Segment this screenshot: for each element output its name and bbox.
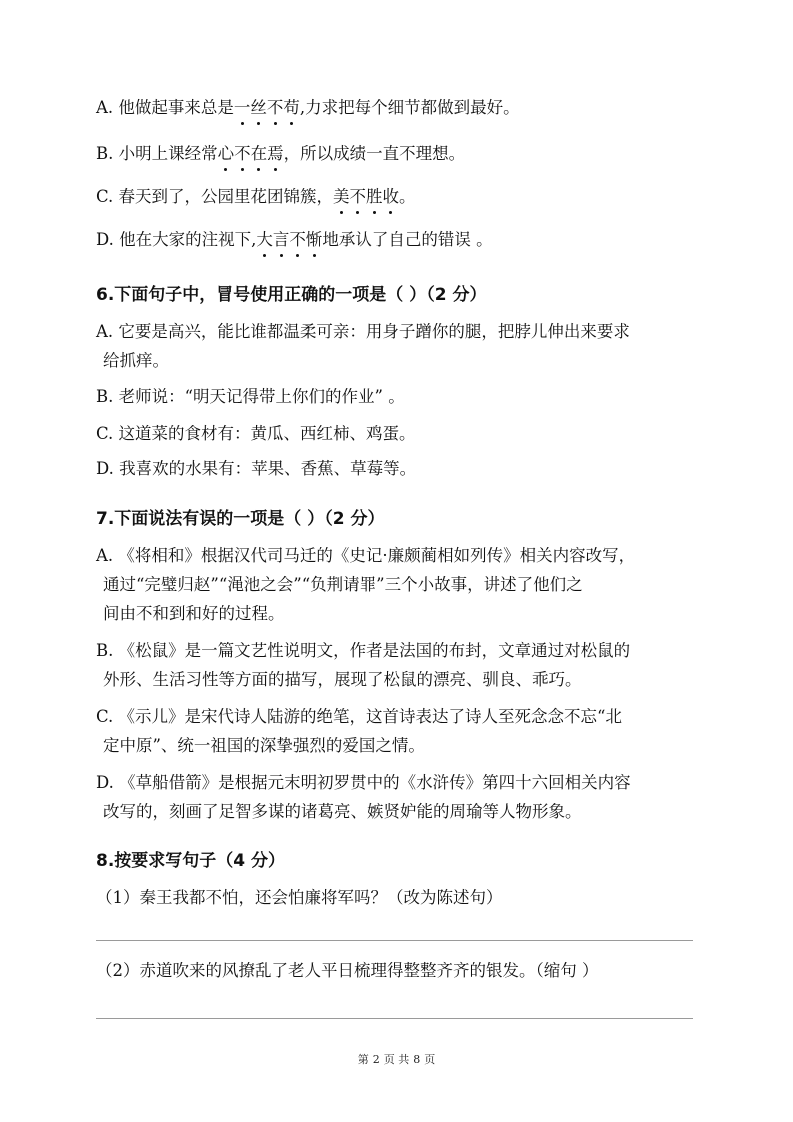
q5-option-c-prefix: C. 春天到了，公园里花团锦簇， [96,187,334,206]
q5-option-a-suffix: ,力求把每个细节都做到最好。 [299,98,520,117]
emphasis-char: 收 [382,187,400,206]
emphasis-char: 心 [217,144,235,163]
q7-option-a-line2: 通过“完璧归赵”“渑池之会”“负荆请罪”三个小故事，讲述了他们之 [103,575,583,594]
current-page-number: 2 [372,1053,380,1066]
emphasis-char: 大 [256,230,273,249]
emphasis-char: 不 [234,144,251,163]
q7-option-b-line1: B. 《松鼠》是一篇文艺性说明文，作者是法国的布封，文章通过对松鼠的 [96,641,631,660]
q5-option-b-prefix: B. 小明上课经常 [96,144,218,163]
answer-line-1[interactable] [96,940,693,941]
emphasis-char: 不 [266,98,284,117]
answer-line-2[interactable] [96,1018,693,1019]
q7-option-d-line1: D. 《草船借箭》是根据元末明初罗贯中的《水浒传》第四十六回相关内容 [96,773,631,792]
q7-option-a-line3: 间由不和到和好的过程。 [103,604,285,623]
q7-option-c-line1: C. 《示儿》是宋代诗人陆游的绝笔，这首诗表达了诗人至死念念不忘“北 [96,707,622,726]
q6-option-a-line2: 给抓痒。 [103,351,169,370]
q6-option-d: D. 我喜欢的水果有：苹果、香蕉、草莓等。 [96,459,417,478]
q6-option-a-line1: A. 它要是高兴，能比谁都温柔可亲：用身子蹭你的腿，把脖儿伸出来要求 [96,322,630,341]
emphasis-char: 言 [272,230,290,249]
q5-option-a-prefix: A. 他做起事来总是 [96,98,234,117]
footer-prefix: 第 [357,1053,369,1066]
q7-option-c-line2: 定中原”、统一祖国的深挚强烈的爱国之情。 [103,736,425,755]
emphasis-char: 胜 [366,187,383,206]
emphasis-char: 不 [349,187,367,206]
emphasis-char: 丝 [250,98,267,117]
footer-suffix: 页 [424,1053,436,1066]
emphasis-char: 焉 [267,144,284,163]
emphasis-char: 一 [233,98,251,117]
q5-option-d-prefix: D. 他在大家的注视下, [96,230,257,249]
q7-option-b-line2: 外形、生活习性等方面的描写，展现了松鼠的漂亮、驯良、乖巧。 [103,670,582,689]
q5-option-a [96,97,520,119]
q5-option-c [96,186,416,208]
q5-option-d-suffix: 地承认了自己的错误 。 [322,230,493,249]
q6-option-b: B. 老师说：“明天记得带上你们的作业” 。 [96,387,405,406]
emphasis-char: 惭 [305,230,323,249]
q6-heading: 6.下面句子中，冒号使用正确的一项是（ ）（2 分） [96,285,487,305]
q8-heading: 8.按要求写句子（4 分） [96,851,286,871]
total-pages-number: 8 [413,1053,421,1066]
footer-middle: 页 共 [383,1053,410,1066]
q5-option-b-suffix: ，所以成绩一直不理想。 [283,144,466,163]
q8-item-1: （1）秦王我都不怕，还会怕廉将军吗？（改为陈述句） [96,888,503,907]
q5-option-b [96,143,465,165]
q6-option-c: C. 这道菜的食材有：黄瓜、西红柿、鸡蛋。 [96,424,416,443]
emphasis-char: 在 [250,144,268,163]
q5-option-c-suffix: 。 [399,187,416,206]
emphasis-char: 不 [289,230,306,249]
emphasis-char: 苟 [283,98,300,117]
q7-option-d-line2: 改写的，刻画了足智多谋的诸葛亮、嫉贤妒能的周瑜等人物形象。 [103,802,582,821]
emphasis-char: 美 [333,187,350,206]
q5-option-d [96,229,493,251]
page-footer [0,1053,793,1067]
q7-heading: 7.下面说法有误的一项是（ ）（2 分） [96,509,385,529]
q8-item-2: （2）赤道吹来的风撩乱了老人平日梳理得整整齐齐的银发。（缩句 ） [96,961,599,980]
q7-option-a-line1: A. 《将相和》根据汉代司马迁的《史记·廉颇蔺相如列传》相关内容改写， [96,546,636,565]
